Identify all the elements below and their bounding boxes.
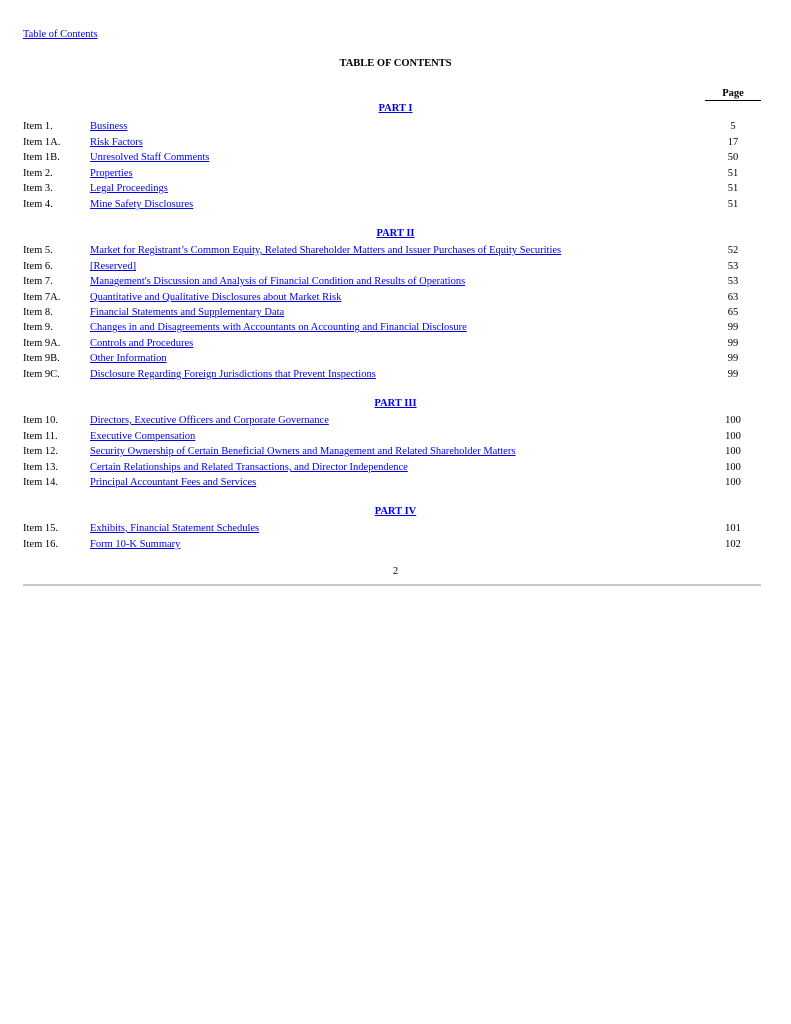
item-page: 51 — [727, 199, 739, 210]
item-title-link[interactable]: Business — [90, 121, 128, 132]
item-number: Item 1B. — [23, 152, 60, 163]
part-ii-link[interactable]: PART II — [376, 228, 415, 239]
item-title-link[interactable]: Controls and Procedures — [90, 338, 194, 349]
item-title-link[interactable]: Management's Discussion and Analysis of Financial Condition and Results of Operations — [90, 276, 466, 287]
item-number: Item 10. — [23, 415, 58, 426]
item-page: 5 — [730, 121, 736, 132]
item-page: 100 — [725, 415, 741, 426]
toc-row — [23, 429, 761, 444]
item-number: Item 15. — [23, 523, 58, 534]
toc-row — [23, 166, 761, 181]
toc-row — [23, 305, 761, 320]
part-heading[interactable] — [0, 103, 791, 114]
item-number: Item 7A. — [23, 292, 61, 303]
item-number: Item 2. — [23, 168, 53, 179]
part-i-link[interactable]: PART I — [378, 103, 413, 114]
item-page: 53 — [727, 261, 739, 272]
item-title-link[interactable]: Directors, Executive Officers and Corporate Governance — [90, 415, 329, 426]
toc-row — [23, 290, 761, 305]
item-title-link[interactable]: Financial Statements and Supplementary Data — [90, 307, 285, 318]
item-number: Item 3. — [23, 183, 53, 194]
table-of-contents-link[interactable]: Table of Contents — [23, 29, 98, 40]
item-number: Item 12. — [23, 446, 58, 457]
toc-row — [23, 460, 761, 475]
item-title-link[interactable]: Changes in and Disagreements with Accountants on Accounting and Financial Disclosure — [90, 322, 467, 333]
toc-row — [23, 351, 761, 366]
part-heading[interactable] — [0, 398, 791, 409]
item-number: Item 9B. — [23, 353, 60, 364]
toc-row — [23, 413, 761, 428]
item-title-link[interactable]: Quantitative and Qualitative Disclosures about Market Risk — [90, 292, 342, 303]
item-title-link[interactable]: Form 10-K Summary — [90, 539, 181, 550]
item-page: 100 — [725, 477, 741, 488]
part-iv-link[interactable]: PART IV — [374, 506, 417, 517]
item-page: 51 — [727, 168, 739, 179]
item-number: Item 14. — [23, 477, 58, 488]
item-title-link[interactable]: [Reserved] — [90, 261, 137, 272]
item-page: 99 — [727, 353, 739, 364]
item-page: 52 — [727, 245, 739, 256]
item-title-link[interactable]: Principal Accountant Fees and Services — [90, 477, 257, 488]
item-page: 100 — [725, 431, 741, 442]
toc-row — [23, 259, 761, 274]
item-page: 101 — [725, 523, 741, 534]
item-title-link[interactable]: Mine Safety Disclosures — [90, 199, 194, 210]
toc-row — [23, 274, 761, 289]
toc-row — [23, 135, 761, 150]
item-number: Item 1. — [23, 121, 53, 132]
item-title-link[interactable]: Unresolved Staff Comments — [90, 152, 210, 163]
item-number: Item 11. — [23, 431, 58, 442]
toc-row — [23, 367, 761, 382]
item-number: Item 4. — [23, 199, 53, 210]
item-page: 50 — [727, 152, 739, 163]
item-number: Item 16. — [23, 539, 58, 550]
item-number: Item 6. — [23, 261, 53, 272]
item-page: 99 — [727, 338, 739, 349]
item-number: Item 9C. — [23, 369, 60, 380]
toc-row — [23, 475, 761, 490]
part-heading[interactable] — [0, 228, 791, 239]
item-number: Item 7. — [23, 276, 53, 287]
item-page: 17 — [727, 137, 739, 148]
toc-row — [23, 197, 761, 212]
item-page: 53 — [727, 276, 739, 287]
item-page: 99 — [727, 369, 739, 380]
item-title-link[interactable]: Disclosure Regarding Foreign Jurisdictions that Prevent Inspections — [90, 369, 376, 380]
item-number: Item 1A. — [23, 137, 61, 148]
item-title-link[interactable]: Exhibits, Financial Statement Schedules — [90, 523, 260, 534]
toc-row — [23, 150, 761, 165]
page-column-header: Page — [705, 88, 761, 101]
item-number: Item 9A. — [23, 338, 61, 349]
item-title-link[interactable]: Other Information — [90, 353, 167, 364]
toc-row — [23, 336, 761, 351]
toc-row — [23, 119, 761, 134]
item-number: Item 9. — [23, 322, 53, 333]
item-title-link[interactable]: Executive Compensation — [90, 431, 196, 442]
item-page: 63 — [727, 292, 739, 303]
item-page: 100 — [725, 462, 741, 473]
page-number: 2 — [392, 566, 399, 577]
page-divider — [23, 584, 761, 586]
part-heading[interactable] — [0, 506, 791, 517]
item-title-link[interactable]: Legal Proceedings — [90, 183, 168, 194]
item-title-link[interactable]: Risk Factors — [90, 137, 143, 148]
item-title-link[interactable]: Security Ownership of Certain Beneficial Owners and Management and Related Shareholder Matters — [90, 446, 516, 457]
toc-row — [23, 320, 761, 335]
item-page: 51 — [727, 183, 739, 194]
item-page: 100 — [725, 446, 741, 457]
item-page: 65 — [727, 307, 739, 318]
item-number: Item 8. — [23, 307, 53, 318]
item-number: Item 5. — [23, 245, 53, 256]
item-title-link[interactable]: Properties — [90, 168, 133, 179]
item-page: 102 — [725, 539, 741, 550]
toc-row — [23, 444, 761, 459]
toc-row — [23, 521, 761, 536]
item-page: 99 — [727, 322, 739, 333]
toc-row — [23, 243, 761, 258]
page-title: TABLE OF CONTENTS — [339, 58, 452, 69]
part-iii-link[interactable]: PART III — [374, 398, 417, 409]
toc-row — [23, 181, 761, 196]
item-title-link[interactable]: Market for Registrant’s Common Equity, Related Shareholder Matters and Issuer Purchases of Equity Securities — [90, 245, 562, 256]
item-number: Item 13. — [23, 462, 58, 473]
item-title-link[interactable]: Certain Relationships and Related Transactions, and Director Independence — [90, 462, 408, 473]
toc-row — [23, 537, 761, 552]
